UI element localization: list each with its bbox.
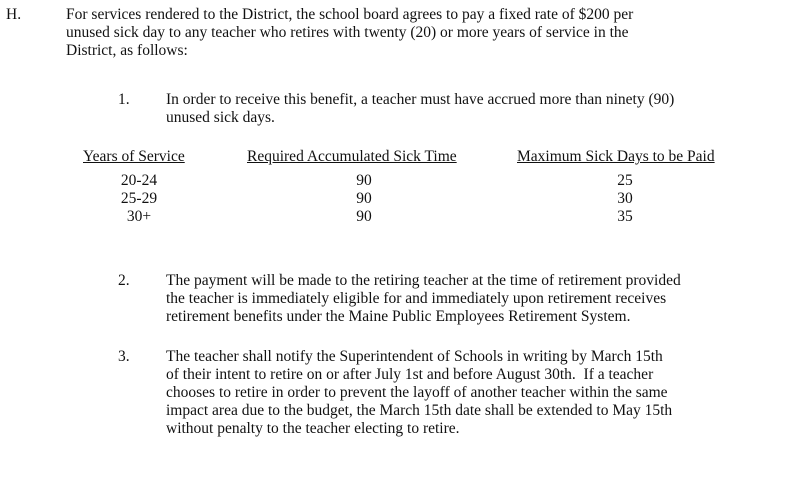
item-line: The teacher shall notify the Superintendent of Schools in writing by March 15th: [166, 348, 663, 365]
item-line: without penalty to the teacher electing to retire.: [166, 420, 460, 437]
table-cell: 35: [617, 208, 633, 225]
table-cell: 20-24: [120, 172, 158, 189]
item-number: 1.: [118, 91, 130, 108]
intro-line: unused sick day to any teacher who retires with twenty (20) or more years of service in the: [66, 24, 629, 41]
table-cell: 90: [356, 172, 372, 189]
section-marker: H.: [6, 6, 22, 23]
item-line: of their intent to retire on or after July 1st and before August 30th. If a teacher: [166, 366, 654, 383]
table-cell: 90: [356, 208, 372, 225]
item-line: retirement benefits under the Maine Public Employees Retirement System.: [166, 308, 631, 325]
intro-line: District, as follows:: [66, 42, 188, 59]
table-cell: 25-29: [120, 190, 158, 207]
item-line: chooses to retire in order to prevent the layoff of another teacher within the same: [166, 384, 668, 401]
table-header-maximum: Maximum Sick Days to be Paid: [517, 148, 715, 165]
table-header-required: Required Accumulated Sick Time: [247, 148, 457, 165]
item-number: 3.: [118, 348, 130, 365]
item-number: 2.: [118, 272, 130, 289]
item-line: impact area due to the budget, the March 15th date shall be extended to May 15th: [166, 402, 673, 419]
item-line: The payment will be made to the retiring teacher at the time of retirement provided: [166, 272, 681, 289]
item-line: unused sick days.: [166, 109, 275, 126]
table-header-years: Years of Service: [83, 148, 185, 165]
item-line: the teacher is immediately eligible for and immediately upon retirement receives: [166, 290, 667, 307]
table-cell: 25: [617, 172, 633, 189]
table-cell: 30+: [126, 208, 152, 225]
intro-line: For services rendered to the District, the school board agrees to pay a fixed rate of $200 per: [66, 6, 634, 23]
table-cell: 30: [617, 190, 633, 207]
item-line: In order to receive this benefit, a teacher must have accrued more than ninety (90): [166, 91, 675, 108]
table-cell: 90: [356, 190, 372, 207]
